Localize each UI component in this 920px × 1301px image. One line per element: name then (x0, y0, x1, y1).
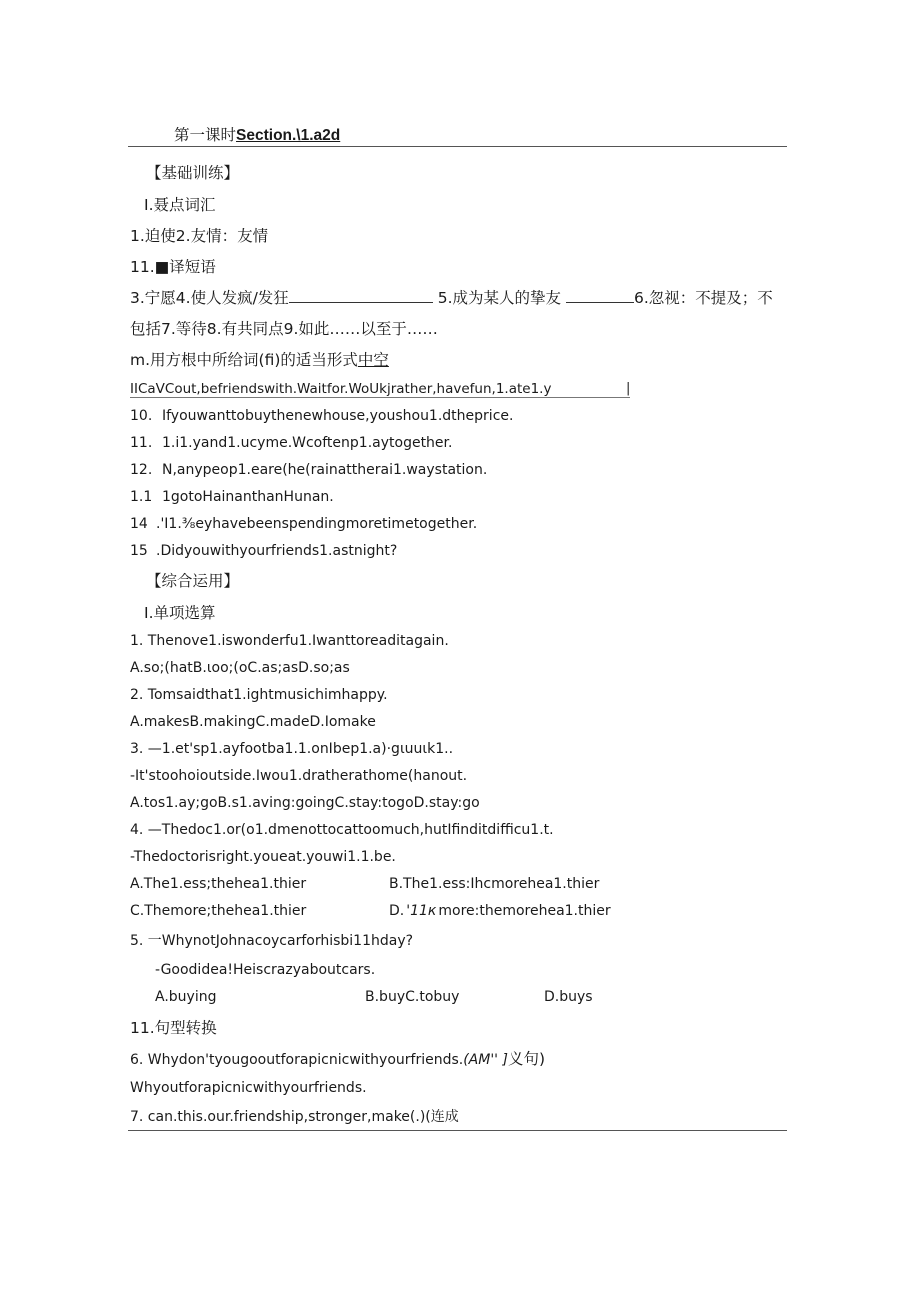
choice-5-option-d: D.buys (544, 989, 593, 1005)
choice-section-title: I.单项选算 (144, 604, 216, 622)
choice-4-option-b: B.The1.ess:Ihcmorehea1.thier (389, 876, 600, 892)
choice-question-4-reply: -Thedoctorisright.youeat.youwi1.1.be. (130, 849, 396, 865)
basic-training-heading: 【基础训练】 (146, 164, 240, 182)
phrase-items-3-4: 3.宁愿4.使人发疯/发狂 (130, 289, 289, 307)
choice-5-option-a: A.buying (155, 989, 217, 1005)
word-box-words: IICaVCout,befriendswith.Waitfor.WoUkjrather,havefun,1.ate1.y (130, 381, 552, 397)
lesson-prefix: 第一课时 (174, 126, 237, 144)
question-number: 14 (130, 516, 148, 532)
question-instruction: 义句) (507, 1050, 546, 1068)
fill-title-main: m.用方根中所给词(fi)的适当形式 (130, 351, 358, 369)
choice-question-3: 3. —1.et'sp1.ayfootba1.1.onIbep1.a)·gιuuιk1.. (130, 741, 454, 757)
transform-answer-6: Whyoutforapicnicwithyourfriends. (130, 1080, 367, 1096)
choice-question-2: 2. Tomsaidthat1.ightmusichimhappy. (130, 687, 388, 703)
choice-question-5-reply: -Goodidea!Heiscrazyaboutcars. (155, 962, 376, 978)
choice-options-1: A.so;(hatB.ιoo;(oC.as;asD.so;as (130, 660, 350, 676)
question-number: 15 (130, 543, 148, 559)
choice-question-4: 4. —Thedoc1.or(o1.dmenottocattoomuch,hutIfinditdifficu1.t. (130, 822, 554, 838)
question-number: 11. (130, 435, 153, 451)
footer-rule (128, 1130, 787, 1131)
question-text: .'I1.⅜eyhavebeenspendingmoretimetogether. (156, 516, 478, 532)
phrase-item-5: 5.成为某人的挚友 (437, 289, 562, 307)
option-d-letter: D. (389, 903, 405, 919)
question-text: 1.i1.yand1.ucyme.Wcoftenp1.aytogether. (162, 435, 453, 451)
fill-question-14 (130, 514, 477, 534)
fill-question-11 (130, 433, 452, 453)
choice-4-option-c: C.Themore;thehea1.thier (130, 903, 307, 919)
header-rule (128, 146, 787, 147)
fill-question-12 (130, 460, 487, 480)
choice-4-option-d (389, 901, 611, 921)
transform-section-title: 11.句型转换 (130, 1019, 217, 1037)
phrase-item-6: 6.忽视：不提及；不 (633, 289, 773, 307)
comprehensive-heading: 【综合运用】 (146, 572, 240, 590)
question-garbled: (AM'' ] (463, 1052, 508, 1068)
option-d-garbled: '11к (406, 903, 437, 919)
question-text: Ifyouwanttobuythenewhouse,youshou1.dtheprice. (162, 408, 514, 424)
question-text: 1gotoHainanthanHunan. (162, 489, 334, 505)
phrase-section-title: 11.■译短语 (130, 258, 216, 276)
question-text: .Didyouwithyourfriends1.astnight? (156, 543, 398, 559)
fill-section-title (130, 350, 389, 370)
transform-question-7: 7. can.this.our.friendship,stronger,make(.)(连成 (130, 1109, 459, 1125)
choice-5-option-bc: B.buyC.tobuy (365, 989, 460, 1005)
blank-phrase-4[interactable] (289, 288, 433, 303)
fill-question-10 (130, 406, 513, 426)
phrase-line-2: 包括7.等待8.有共同点9.如此……以至于…… (130, 320, 438, 338)
question-number: 10. (130, 408, 153, 424)
lesson-header (174, 125, 340, 146)
option-d-text: more:themorehea1.thier (438, 903, 611, 919)
lesson-title: Section.\1.a2d (236, 127, 341, 144)
question-number: 1.1 (130, 489, 153, 505)
word-box (130, 379, 551, 399)
vocab-line: 1.迫使2.友情：友情 (130, 227, 269, 245)
fill-question-15 (130, 541, 397, 561)
question-text: N,anypeop1.eare(he(rainattherai1.waystation. (162, 462, 488, 478)
fill-question-13 (130, 487, 334, 507)
word-box-end: | (626, 381, 631, 396)
question-number: 12. (130, 462, 153, 478)
choice-question-3-reply: -It'stoohoioutside.Iwou1.dratherathome(hanout. (130, 768, 468, 784)
vocab-section-title: I.聂点词汇 (144, 196, 216, 214)
word-box-underline (130, 397, 630, 398)
blank-phrase-5[interactable] (566, 288, 634, 303)
choice-options-2: A.makesB.makingC.madeD.Iomake (130, 714, 376, 730)
choice-options-3: A.tos1.ay;goB.s1.aving:goingC.stay:togoD.stay:go (130, 795, 480, 811)
fill-title-end: 中空 (357, 351, 389, 369)
choice-4-option-a: A.The1.ess;thehea1.thier (130, 876, 307, 892)
transform-question-6 (130, 1049, 545, 1070)
choice-question-5: 5. 一WhynotJohnacoycarforhisbi11hday? (130, 933, 414, 949)
choice-question-1: 1. Thenove1.iswonderfu1.Iwanttoreaditagain. (130, 633, 449, 649)
phrase-line-1 (130, 288, 773, 308)
question-text: 6. Whydon'tyougooutforapicnicwithyourfriends. (130, 1052, 464, 1068)
